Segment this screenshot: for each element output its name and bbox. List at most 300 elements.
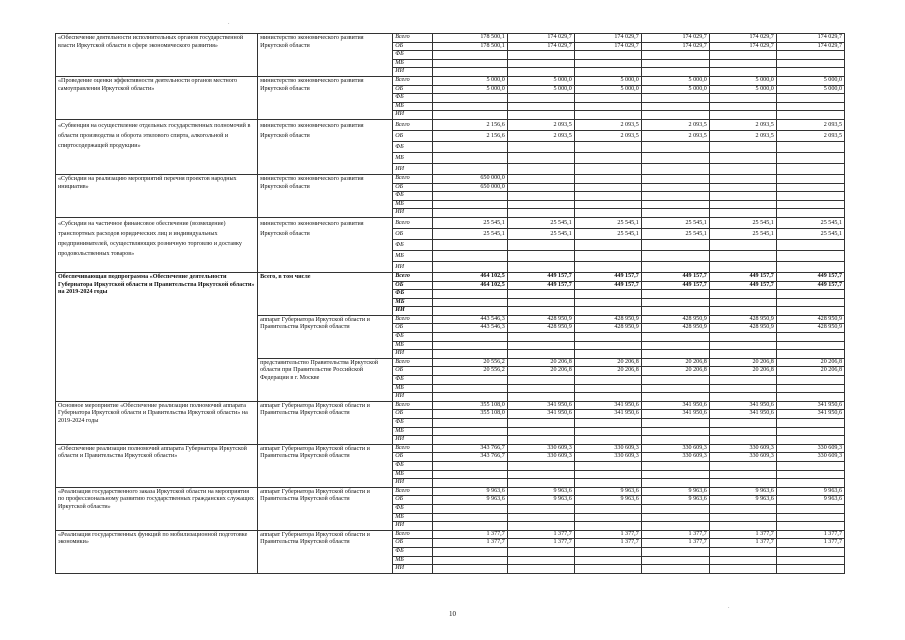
amount-cell <box>507 152 574 163</box>
amount-cell <box>507 436 574 445</box>
amount-cell: 330 609,3 <box>709 453 776 462</box>
amount-cell <box>776 393 844 402</box>
amount-cell <box>574 376 641 385</box>
amount-cell <box>574 250 641 261</box>
amount-cell <box>709 427 776 436</box>
funding-source-cell: Всего <box>393 119 433 130</box>
amount-cell <box>641 419 709 428</box>
amount-cell: 9 963,6 <box>433 487 508 496</box>
amount-cell <box>709 94 776 103</box>
amount-cell <box>507 556 574 565</box>
amount-cell: 5 000,0 <box>709 76 776 85</box>
amount-cell: 9 963,6 <box>574 496 641 505</box>
amount-cell: 9 963,6 <box>776 496 844 505</box>
amount-cell: 20 206,8 <box>574 358 641 367</box>
executor-cell: министерство экономического развития Иркутской области <box>258 119 393 174</box>
amount-cell: 20 206,8 <box>641 358 709 367</box>
amount-cell <box>641 183 709 192</box>
amount-cell <box>641 51 709 60</box>
executor-cell: представительство Правительства Иркутской области при Правительстве Российской Федерации в г. Москве <box>258 358 393 401</box>
amount-cell: 428 950,9 <box>574 315 641 324</box>
amount-cell <box>433 250 508 261</box>
measure-name-cell: «Субвенция на осуществление отдельных государственных полномочий в области производства и оборота этилового спирта, алкогольной и спиртосодержащей продукции» <box>56 119 258 174</box>
amount-cell <box>507 393 574 402</box>
amount-cell: 650 000,0 <box>433 174 508 183</box>
amount-cell <box>574 94 641 103</box>
executor-cell: аппарат Губернатора Иркутской области и Правительства Иркутской области <box>258 315 393 358</box>
amount-cell <box>507 504 574 513</box>
amount-cell: 174 029,7 <box>574 34 641 43</box>
amount-cell <box>641 239 709 250</box>
amount-cell: 330 609,3 <box>507 453 574 462</box>
amount-cell: 174 029,7 <box>574 42 641 51</box>
amount-cell: 343 766,7 <box>433 444 508 453</box>
funding-source-cell: ОБ <box>393 42 433 51</box>
budget-table <box>55 33 845 574</box>
funding-source-cell: ФБ <box>393 333 433 342</box>
amount-cell: 428 950,9 <box>709 315 776 324</box>
funding-source-cell: ИИ <box>393 522 433 531</box>
amount-cell <box>776 436 844 445</box>
amount-cell: 1 377,7 <box>776 530 844 539</box>
amount-cell: 5 000,0 <box>507 76 574 85</box>
executor-cell: министерство экономического развития Иркутской области <box>258 217 393 272</box>
amount-cell <box>574 436 641 445</box>
amount-cell: 330 609,3 <box>776 444 844 453</box>
amount-cell <box>574 261 641 272</box>
amount-cell <box>507 68 574 77</box>
amount-cell: 330 609,3 <box>641 453 709 462</box>
amount-cell: 5 000,0 <box>776 76 844 85</box>
amount-cell <box>574 59 641 68</box>
amount-cell: 341 950,6 <box>507 401 574 410</box>
funding-source-cell: МБ <box>393 298 433 307</box>
funding-source-cell: Всего <box>393 174 433 183</box>
amount-cell <box>641 102 709 111</box>
amount-cell <box>433 565 508 574</box>
amount-cell <box>709 141 776 152</box>
amount-cell <box>574 307 641 316</box>
amount-cell: 9 963,6 <box>507 487 574 496</box>
amount-cell <box>709 513 776 522</box>
amount-cell: 449 157,7 <box>641 281 709 290</box>
amount-cell <box>433 427 508 436</box>
funding-source-cell: МБ <box>393 250 433 261</box>
amount-cell <box>709 384 776 393</box>
amount-cell <box>507 419 574 428</box>
amount-cell <box>641 68 709 77</box>
funding-source-cell: Всего <box>393 217 433 228</box>
amount-cell <box>776 479 844 488</box>
funding-source-cell: Всего <box>393 76 433 85</box>
amount-cell <box>433 102 508 111</box>
amount-cell: 330 609,3 <box>574 444 641 453</box>
amount-cell: 355 108,0 <box>433 410 508 419</box>
amount-cell: 2 156,6 <box>433 119 508 130</box>
funding-source-cell: ФБ <box>393 192 433 201</box>
amount-cell: 25 545,1 <box>709 228 776 239</box>
amount-cell <box>574 200 641 209</box>
amount-cell <box>433 384 508 393</box>
amount-cell: 25 545,1 <box>776 228 844 239</box>
funding-source-cell: ИИ <box>393 436 433 445</box>
amount-cell <box>641 111 709 120</box>
amount-cell: 449 157,7 <box>507 281 574 290</box>
amount-cell: 9 963,6 <box>507 496 574 505</box>
table-row <box>56 487 845 496</box>
amount-cell <box>574 152 641 163</box>
amount-cell: 20 206,8 <box>574 367 641 376</box>
amount-cell <box>574 163 641 174</box>
amount-cell: 443 546,3 <box>433 315 508 324</box>
amount-cell <box>574 393 641 402</box>
funding-source-cell: МБ <box>393 152 433 163</box>
amount-cell <box>776 427 844 436</box>
amount-cell <box>709 522 776 531</box>
amount-cell <box>433 68 508 77</box>
amount-cell <box>574 504 641 513</box>
amount-cell <box>776 141 844 152</box>
amount-cell: 9 963,6 <box>574 487 641 496</box>
amount-cell <box>433 163 508 174</box>
amount-cell: 20 556,2 <box>433 358 508 367</box>
funding-source-cell: ФБ <box>393 376 433 385</box>
amount-cell <box>507 376 574 385</box>
amount-cell: 174 029,7 <box>507 42 574 51</box>
amount-cell <box>641 94 709 103</box>
amount-cell <box>709 250 776 261</box>
amount-cell <box>641 298 709 307</box>
amount-cell <box>507 479 574 488</box>
funding-source-cell: ОБ <box>393 324 433 333</box>
funding-source-cell: МБ <box>393 556 433 565</box>
amount-cell <box>574 556 641 565</box>
amount-cell: 20 206,8 <box>709 367 776 376</box>
measure-name-cell: Обеспечивающая подпрограмма «Обеспечение деятельности Губернатора Иркутской области и Правительства Иркутской области» на 2019-2024 годы <box>56 272 258 401</box>
amount-cell: 343 766,7 <box>433 453 508 462</box>
amount-cell <box>574 419 641 428</box>
amount-cell <box>776 59 844 68</box>
amount-cell <box>709 59 776 68</box>
amount-cell: 5 000,0 <box>709 85 776 94</box>
amount-cell <box>507 290 574 299</box>
amount-cell <box>641 470 709 479</box>
amount-cell <box>433 341 508 350</box>
amount-cell <box>433 522 508 531</box>
amount-cell <box>433 504 508 513</box>
table-row <box>56 401 845 410</box>
funding-source-cell: Всего <box>393 272 433 281</box>
amount-cell <box>574 565 641 574</box>
amount-cell: 20 206,8 <box>776 358 844 367</box>
amount-cell: 449 157,7 <box>776 281 844 290</box>
amount-cell: 25 545,1 <box>776 217 844 228</box>
amount-cell <box>641 547 709 556</box>
amount-cell: 2 156,6 <box>433 130 508 141</box>
amount-cell: 2 093,5 <box>776 119 844 130</box>
amount-cell <box>507 94 574 103</box>
amount-cell <box>507 461 574 470</box>
amount-cell <box>776 522 844 531</box>
amount-cell <box>709 102 776 111</box>
amount-cell <box>776 565 844 574</box>
amount-cell: 5 000,0 <box>641 85 709 94</box>
amount-cell <box>433 192 508 201</box>
budget-table-body <box>56 34 845 574</box>
amount-cell <box>574 102 641 111</box>
amount-cell: 1 377,7 <box>709 530 776 539</box>
amount-cell <box>433 436 508 445</box>
amount-cell: 341 950,6 <box>641 401 709 410</box>
amount-cell <box>507 522 574 531</box>
amount-cell <box>776 68 844 77</box>
amount-cell <box>709 68 776 77</box>
amount-cell: 25 545,1 <box>709 217 776 228</box>
amount-cell <box>776 174 844 183</box>
amount-cell <box>709 393 776 402</box>
amount-cell: 20 206,8 <box>507 367 574 376</box>
amount-cell <box>641 350 709 359</box>
amount-cell <box>507 333 574 342</box>
amount-cell: 20 206,8 <box>776 367 844 376</box>
amount-cell <box>641 504 709 513</box>
amount-cell <box>776 192 844 201</box>
table-row <box>56 174 845 183</box>
amount-cell: 2 093,5 <box>574 130 641 141</box>
amount-cell <box>507 239 574 250</box>
amount-cell <box>641 250 709 261</box>
amount-cell <box>776 350 844 359</box>
amount-cell <box>641 174 709 183</box>
amount-cell: 1 377,7 <box>641 530 709 539</box>
measure-name-cell: «Субсидии на частичное финансовое обеспечение (возмещение) транспортных расходов юридических лиц и индивидуальных предпринимателей, осуществляющих розничную торговлю и доставку продовольственных товаров» <box>56 217 258 272</box>
funding-source-cell: МБ <box>393 200 433 209</box>
funding-source-cell: ИИ <box>393 307 433 316</box>
funding-source-cell: МБ <box>393 102 433 111</box>
funding-source-cell: ФБ <box>393 290 433 299</box>
amount-cell <box>776 547 844 556</box>
amount-cell: 650 000,0 <box>433 183 508 192</box>
amount-cell: 1 377,7 <box>709 539 776 548</box>
amount-cell <box>433 461 508 470</box>
amount-cell: 1 377,7 <box>433 530 508 539</box>
amount-cell <box>507 192 574 201</box>
amount-cell: 25 545,1 <box>641 217 709 228</box>
amount-cell <box>641 384 709 393</box>
measure-name-cell: «Проведение оценки эффективности деятельности органов местного самоуправления Иркутской области» <box>56 76 258 119</box>
amount-cell <box>641 152 709 163</box>
amount-cell: 443 546,3 <box>433 324 508 333</box>
amount-cell <box>641 307 709 316</box>
amount-cell: 25 545,1 <box>433 228 508 239</box>
amount-cell <box>433 307 508 316</box>
amount-cell <box>574 479 641 488</box>
funding-source-cell: Всего <box>393 34 433 43</box>
funding-source-cell: ОБ <box>393 85 433 94</box>
amount-cell: 1 377,7 <box>776 539 844 548</box>
amount-cell <box>574 298 641 307</box>
amount-cell <box>776 163 844 174</box>
amount-cell: 174 029,7 <box>507 34 574 43</box>
amount-cell <box>641 565 709 574</box>
amount-cell <box>641 556 709 565</box>
amount-cell <box>776 209 844 218</box>
amount-cell <box>776 51 844 60</box>
amount-cell <box>776 111 844 120</box>
funding-source-cell: МБ <box>393 513 433 522</box>
amount-cell <box>574 513 641 522</box>
amount-cell <box>641 376 709 385</box>
amount-cell <box>709 565 776 574</box>
funding-source-cell: ИИ <box>393 393 433 402</box>
amount-cell <box>507 470 574 479</box>
amount-cell: 9 963,6 <box>709 496 776 505</box>
executor-cell: министерство экономического развития Иркутской области <box>258 34 393 77</box>
amount-cell <box>776 341 844 350</box>
amount-cell: 428 950,9 <box>776 315 844 324</box>
amount-cell: 174 029,7 <box>641 34 709 43</box>
amount-cell <box>776 239 844 250</box>
amount-cell <box>641 290 709 299</box>
table-row <box>56 217 845 228</box>
amount-cell <box>433 94 508 103</box>
amount-cell: 20 556,2 <box>433 367 508 376</box>
executor-cell: министерство экономического развития Иркутской области <box>258 174 393 217</box>
amount-cell <box>574 384 641 393</box>
amount-cell: 464 102,5 <box>433 281 508 290</box>
amount-cell <box>641 393 709 402</box>
funding-source-cell: ФБ <box>393 51 433 60</box>
amount-cell: 20 206,8 <box>507 358 574 367</box>
funding-source-cell: ИИ <box>393 565 433 574</box>
executor-cell: министерство экономического развития Иркутской области <box>258 76 393 119</box>
amount-cell <box>574 68 641 77</box>
amount-cell: 341 950,6 <box>776 410 844 419</box>
amount-cell: 428 950,9 <box>507 315 574 324</box>
amount-cell: 449 157,7 <box>507 272 574 281</box>
table-row <box>56 272 845 281</box>
amount-cell: 1 377,7 <box>507 530 574 539</box>
amount-cell <box>709 470 776 479</box>
amount-cell <box>709 333 776 342</box>
amount-cell <box>574 174 641 183</box>
amount-cell: 449 157,7 <box>776 272 844 281</box>
amount-cell <box>641 333 709 342</box>
amount-cell <box>709 376 776 385</box>
amount-cell: 341 950,6 <box>507 410 574 419</box>
amount-cell <box>574 209 641 218</box>
amount-cell <box>507 384 574 393</box>
funding-source-cell: ФБ <box>393 94 433 103</box>
amount-cell <box>776 376 844 385</box>
amount-cell <box>641 522 709 531</box>
amount-cell <box>709 239 776 250</box>
amount-cell: 330 609,3 <box>574 453 641 462</box>
amount-cell <box>709 51 776 60</box>
amount-cell: 20 206,8 <box>641 367 709 376</box>
amount-cell <box>574 290 641 299</box>
amount-cell: 428 950,9 <box>709 324 776 333</box>
amount-cell <box>507 183 574 192</box>
funding-source-cell: ОБ <box>393 130 433 141</box>
amount-cell <box>507 163 574 174</box>
amount-cell: 5 000,0 <box>776 85 844 94</box>
amount-cell <box>507 298 574 307</box>
amount-cell: 5 000,0 <box>433 85 508 94</box>
amount-cell <box>709 163 776 174</box>
amount-cell <box>433 556 508 565</box>
amount-cell <box>709 479 776 488</box>
amount-cell: 174 029,7 <box>709 42 776 51</box>
amount-cell: 5 000,0 <box>574 85 641 94</box>
table-row <box>56 76 845 85</box>
amount-cell <box>507 174 574 183</box>
amount-cell <box>709 419 776 428</box>
amount-cell: 174 029,7 <box>709 34 776 43</box>
amount-cell <box>776 307 844 316</box>
amount-cell <box>507 565 574 574</box>
amount-cell <box>433 51 508 60</box>
amount-cell <box>641 141 709 152</box>
table-row <box>56 530 845 539</box>
amount-cell <box>507 350 574 359</box>
amount-cell: 2 093,5 <box>507 119 574 130</box>
amount-cell <box>709 547 776 556</box>
measure-name-cell: «Субсидии на реализацию мероприятий перечня проектов народных инициатив» <box>56 174 258 217</box>
amount-cell <box>709 461 776 470</box>
funding-source-cell: ОБ <box>393 281 433 290</box>
amount-cell <box>433 333 508 342</box>
amount-cell: 25 545,1 <box>433 217 508 228</box>
funding-source-cell: Всего <box>393 444 433 453</box>
amount-cell <box>574 51 641 60</box>
amount-cell <box>641 341 709 350</box>
amount-cell <box>574 461 641 470</box>
scan-speck: . <box>728 604 730 610</box>
amount-cell: 1 377,7 <box>574 539 641 548</box>
amount-cell: 2 093,5 <box>574 119 641 130</box>
amount-cell: 9 963,6 <box>776 487 844 496</box>
amount-cell <box>641 209 709 218</box>
amount-cell <box>641 427 709 436</box>
funding-source-cell: ИИ <box>393 350 433 359</box>
amount-cell: 341 950,6 <box>709 410 776 419</box>
amount-cell: 178 500,1 <box>433 34 508 43</box>
amount-cell <box>433 470 508 479</box>
amount-cell <box>574 111 641 120</box>
funding-source-cell: Всего <box>393 401 433 410</box>
table-row <box>56 444 845 453</box>
measure-name-cell: «Реализация государственных функций по мобилизационной подготовке экономики» <box>56 530 258 573</box>
amount-cell <box>709 341 776 350</box>
funding-source-cell: ИИ <box>393 261 433 272</box>
table-row <box>56 119 845 130</box>
amount-cell: 464 102,5 <box>433 272 508 281</box>
amount-cell <box>776 504 844 513</box>
measure-name-cell: Основное мероприятие «Обеспечение реализации полномочий аппарата Губернатора Иркутской области и Правительства Иркутской области» на 2019-2024 годы <box>56 401 258 444</box>
funding-source-cell: ОБ <box>393 410 433 419</box>
amount-cell: 449 157,7 <box>709 272 776 281</box>
amount-cell: 9 963,6 <box>433 496 508 505</box>
amount-cell: 5 000,0 <box>574 76 641 85</box>
amount-cell <box>709 192 776 201</box>
amount-cell <box>641 192 709 201</box>
amount-cell <box>574 350 641 359</box>
executor-cell: Всего, в том числе <box>258 272 393 315</box>
amount-cell <box>776 470 844 479</box>
amount-cell: 25 545,1 <box>574 217 641 228</box>
measure-name-cell: «Реализация государственного заказа Иркутской области на мероприятия по профессиональному развитию государственных гражданских служащих Иркутской области» <box>56 487 258 530</box>
